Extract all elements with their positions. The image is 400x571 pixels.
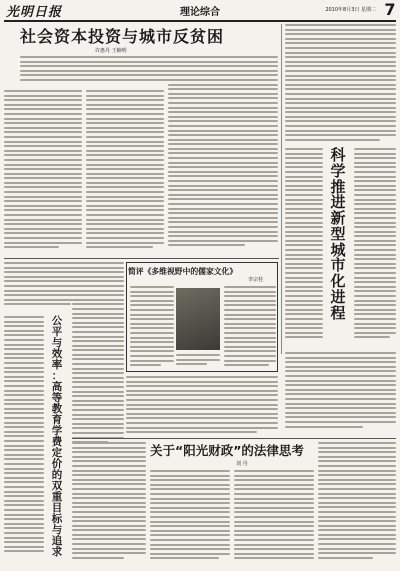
book-review-title: 简评《多维视野中的儒家文化》: [128, 267, 238, 276]
bottom-article-column: [72, 442, 146, 567]
book-review-column: [176, 354, 220, 370]
right-article-column: [285, 24, 396, 142]
left-article-column: [4, 262, 82, 312]
right-article-column: [285, 148, 323, 348]
book-review-column: [130, 286, 174, 370]
section-divider: [72, 438, 396, 439]
bottom-article-byline: 刘 丹: [236, 461, 248, 467]
masthead: [0, 0, 400, 22]
section-divider: [4, 258, 279, 259]
masthead-rule: [4, 20, 396, 22]
column-divider: [281, 24, 282, 354]
bottom-article-column: [150, 470, 230, 567]
bottom-article-title: 关于“阳光财政”的法律思考: [150, 443, 304, 458]
book-cover-image: [176, 288, 220, 350]
left-article-column: [72, 262, 124, 452]
issue-date: 2010年8月3日 星期二: [325, 7, 376, 13]
left-article-column: [4, 316, 44, 566]
top-article-column: [168, 56, 278, 256]
section-title: 理论综合: [180, 7, 220, 18]
left-vertical-title: 公 平 与 效 率 ： 高 等 教 育 学 费 定 价 的 双 重 目 标 与 追 求: [51, 315, 63, 559]
page-number: 7: [384, 0, 396, 19]
bottom-article-column: [234, 470, 314, 567]
top-article-column: [4, 90, 82, 256]
book-review-byline: 李宗桂: [248, 277, 264, 283]
top-article-column: [86, 90, 164, 256]
newspaper-logo: 光明日报: [6, 5, 63, 20]
top-article-byline: 许惠丹 王楠明: [95, 48, 127, 54]
bottom-article-column: [318, 442, 396, 567]
middle-article-column: [126, 376, 278, 440]
right-article-column: [354, 148, 396, 348]
book-review-column: [224, 286, 276, 370]
right-article-column: [285, 352, 396, 437]
top-article-title: 社会资本投资与城市反贫困: [20, 27, 225, 46]
right-vertical-title: 科 学 推 进 新 型 城 市 化 进 程: [330, 146, 346, 322]
